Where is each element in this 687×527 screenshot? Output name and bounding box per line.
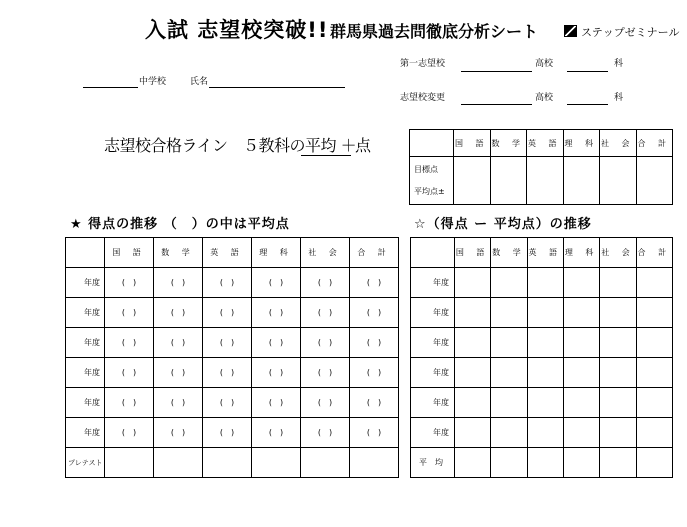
average-paren: ( ): [170, 338, 186, 347]
average-cell[interactable]: [563, 448, 599, 478]
average-paren: ( ): [317, 308, 333, 317]
subject-header: 合 計: [636, 238, 672, 268]
score-row: [66, 328, 399, 358]
target-cell[interactable]: [563, 157, 600, 205]
average-paren: ( ): [366, 368, 382, 377]
diff-cell[interactable]: [455, 328, 491, 358]
score-row: [66, 298, 399, 328]
score-cell[interactable]: [203, 358, 252, 388]
target-cell[interactable]: [600, 157, 637, 205]
diff-cell[interactable]: [563, 298, 599, 328]
passing-line-blank: [301, 155, 351, 156]
average-paren: ( ): [317, 278, 333, 287]
diff-cell[interactable]: [491, 298, 527, 328]
target-cell[interactable]: [490, 157, 527, 205]
average-paren: ( ): [268, 428, 284, 437]
score-cell[interactable]: [301, 268, 350, 298]
average-paren: ( ): [219, 308, 235, 317]
subject-header: 数 学: [490, 130, 527, 157]
logo-text: ステップゼミナール: [581, 26, 680, 39]
logo: [564, 24, 679, 40]
changed-choice-highschool-label: 高校: [535, 93, 554, 103]
diff-cell[interactable]: [455, 268, 491, 298]
passing-line-unit: 点: [355, 136, 372, 155]
average-paren: ( ): [121, 278, 137, 287]
score-cell[interactable]: [105, 298, 154, 328]
score-rows: [66, 268, 399, 448]
diff-cell[interactable]: [636, 418, 672, 448]
year-label: 年度: [66, 328, 105, 358]
score-cell[interactable]: [105, 358, 154, 388]
average-paren: ( ): [317, 398, 333, 407]
average-cell[interactable]: [455, 448, 491, 478]
diff-row: [411, 418, 673, 448]
year-label: 年度: [66, 388, 105, 418]
title-main: 入試 志望校突破!!: [145, 18, 329, 42]
average-paren: ( ): [121, 428, 137, 437]
score-cell[interactable]: [252, 358, 301, 388]
average-paren: ( ): [366, 338, 382, 347]
right-section-title: ☆（得点 ー 平均点）の推移: [414, 217, 592, 232]
subject-header: 英 語: [203, 238, 252, 268]
diff-cell[interactable]: [600, 388, 636, 418]
diff-cell[interactable]: [491, 388, 527, 418]
changed-choice-dept-line: [567, 104, 608, 105]
pretest-cell[interactable]: [203, 448, 252, 478]
score-cell[interactable]: [350, 328, 399, 358]
diff-row: [411, 388, 673, 418]
average-cell[interactable]: [491, 448, 527, 478]
score-row: [66, 418, 399, 448]
diff-cell[interactable]: [491, 268, 527, 298]
average-paren: ( ): [219, 278, 235, 287]
average-paren: ( ): [268, 398, 284, 407]
diff-cell[interactable]: [455, 298, 491, 328]
diff-cell[interactable]: [527, 328, 563, 358]
year-label: 年度: [411, 358, 455, 388]
pretest-label: プレテスト: [66, 448, 105, 478]
diff-cell[interactable]: [636, 328, 672, 358]
score-header-row: [66, 238, 399, 268]
score-cell[interactable]: [350, 298, 399, 328]
average-cell[interactable]: [636, 448, 672, 478]
target-cell[interactable]: [527, 157, 564, 205]
diff-cell[interactable]: [600, 358, 636, 388]
title-sub: 群馬県過去問徹底分析シート: [330, 22, 539, 41]
diff-row: [411, 298, 673, 328]
left-section-title: ★ 得点の推移 （ ）の中は平均点: [70, 217, 290, 232]
diff-row: [411, 268, 673, 298]
subject-header: 英 語: [527, 130, 564, 157]
subject-header: 国 語: [455, 238, 491, 268]
average-paren: ( ): [170, 428, 186, 437]
pretest-cell[interactable]: [252, 448, 301, 478]
pretest-cell[interactable]: [350, 448, 399, 478]
diff-cell[interactable]: [636, 358, 672, 388]
average-paren: ( ): [219, 398, 235, 407]
first-choice-highschool-label: 高校: [535, 59, 554, 69]
diff-cell[interactable]: [527, 298, 563, 328]
score-cell[interactable]: [301, 358, 350, 388]
average-paren: ( ): [366, 278, 382, 287]
diff-cell[interactable]: [527, 268, 563, 298]
school-name-line: [83, 87, 138, 88]
score-cell[interactable]: [252, 418, 301, 448]
score-cell[interactable]: [252, 298, 301, 328]
score-cell[interactable]: [252, 388, 301, 418]
diff-cell[interactable]: [600, 298, 636, 328]
score-row: [66, 388, 399, 418]
score-cell[interactable]: [350, 268, 399, 298]
diff-cell[interactable]: [527, 418, 563, 448]
diff-cell[interactable]: [600, 418, 636, 448]
target-table: [409, 129, 673, 205]
score-cell[interactable]: [252, 328, 301, 358]
score-cell[interactable]: [154, 388, 203, 418]
diff-cell[interactable]: [527, 358, 563, 388]
subject-header: 数 学: [491, 238, 527, 268]
subject-header: 国 語: [105, 238, 154, 268]
score-cell[interactable]: [154, 358, 203, 388]
score-cell[interactable]: [105, 418, 154, 448]
diff-cell[interactable]: [636, 298, 672, 328]
year-label: 年度: [66, 268, 105, 298]
average-paren: ( ): [366, 428, 382, 437]
score-cell[interactable]: [203, 328, 252, 358]
subject-header: 合 計: [350, 238, 399, 268]
target-corner-cell: [410, 130, 454, 157]
score-cell[interactable]: [301, 328, 350, 358]
score-corner-cell: [66, 238, 105, 268]
diff-row: [411, 328, 673, 358]
average-paren: ( ): [366, 308, 382, 317]
average-paren: ( ): [366, 398, 382, 407]
score-cell[interactable]: [154, 268, 203, 298]
score-cell[interactable]: [154, 418, 203, 448]
diff-cell[interactable]: [563, 418, 599, 448]
diff-cell[interactable]: [455, 358, 491, 388]
score-cell[interactable]: [252, 268, 301, 298]
pretest-cell[interactable]: [301, 448, 350, 478]
first-choice-label: 第一志望校: [400, 59, 446, 69]
diff-cell[interactable]: [563, 358, 599, 388]
score-history-table: [65, 237, 399, 478]
diff-header-row: [411, 238, 673, 268]
first-choice-dept-label: 科: [614, 59, 624, 69]
average-cell[interactable]: [600, 448, 636, 478]
score-cell[interactable]: [203, 418, 252, 448]
first-choice-dept-line: [567, 71, 608, 72]
average-diff-label: 平均点±: [414, 186, 445, 196]
diff-cell[interactable]: [491, 328, 527, 358]
score-cell[interactable]: [203, 298, 252, 328]
average-paren: ( ): [170, 368, 186, 377]
diff-row: [411, 358, 673, 388]
year-label: 年度: [66, 298, 105, 328]
average-paren: ( ): [121, 338, 137, 347]
diff-corner-cell: [411, 238, 455, 268]
changed-choice-label: 志望校変更: [400, 93, 446, 103]
diff-cell[interactable]: [600, 268, 636, 298]
name-label: 氏名: [190, 77, 209, 87]
year-label: 年度: [411, 328, 455, 358]
pretest-cell[interactable]: [154, 448, 203, 478]
passing-line-text: 志望校合格ライン ５教科の平均 ＋: [104, 136, 357, 155]
average-paren: ( ): [268, 338, 284, 347]
changed-choice-school-line: [461, 104, 532, 105]
average-paren: ( ): [219, 428, 235, 437]
subject-header: 理 科: [252, 238, 301, 268]
average-paren: ( ): [121, 308, 137, 317]
score-cell[interactable]: [154, 328, 203, 358]
diff-cell[interactable]: [491, 358, 527, 388]
subject-header: 合 計: [636, 130, 673, 157]
first-choice-school-line: [461, 71, 532, 72]
score-cell[interactable]: [350, 388, 399, 418]
subject-header: 社 会: [301, 238, 350, 268]
subject-header: 社 会: [600, 130, 637, 157]
diff-cell[interactable]: [455, 418, 491, 448]
year-label: 年度: [66, 358, 105, 388]
average-cell[interactable]: [527, 448, 563, 478]
score-cell[interactable]: [105, 388, 154, 418]
target-label: 目標点: [414, 164, 438, 174]
average-paren: ( ): [121, 398, 137, 407]
diff-cell[interactable]: [563, 328, 599, 358]
score-cell[interactable]: [203, 268, 252, 298]
diff-cell[interactable]: [563, 388, 599, 418]
diff-cell[interactable]: [600, 328, 636, 358]
average-paren: ( ): [170, 308, 186, 317]
score-cell[interactable]: [203, 388, 252, 418]
pretest-row: [66, 448, 399, 478]
pretest-cell[interactable]: [105, 448, 154, 478]
target-cell[interactable]: [454, 157, 491, 205]
diff-history-table: [410, 237, 673, 478]
year-label: 年度: [411, 268, 455, 298]
subject-header: 英 語: [527, 238, 563, 268]
school-suffix-label: 中学校: [139, 77, 167, 87]
year-label: 年度: [66, 418, 105, 448]
name-line: [209, 87, 345, 88]
average-paren: ( ): [268, 278, 284, 287]
diff-cell[interactable]: [491, 418, 527, 448]
average-row: [411, 448, 673, 478]
year-label: 年度: [411, 418, 455, 448]
diff-rows: [411, 268, 673, 448]
score-cell[interactable]: [105, 268, 154, 298]
average-paren: ( ): [219, 368, 235, 377]
score-cell[interactable]: [105, 328, 154, 358]
subject-header: 数 学: [154, 238, 203, 268]
average-paren: ( ): [268, 368, 284, 377]
target-row: [410, 157, 673, 205]
changed-choice-dept-label: 科: [614, 93, 624, 103]
diff-cell[interactable]: [455, 388, 491, 418]
average-paren: ( ): [317, 338, 333, 347]
score-cell[interactable]: [350, 358, 399, 388]
score-cell[interactable]: [301, 298, 350, 328]
diff-cell[interactable]: [636, 268, 672, 298]
year-label: 年度: [411, 298, 455, 328]
year-label: 年度: [411, 388, 455, 418]
subject-header: 理 科: [563, 130, 600, 157]
average-paren: ( ): [121, 368, 137, 377]
average-label: 平 均: [411, 448, 455, 478]
average-paren: ( ): [170, 398, 186, 407]
score-row: [66, 268, 399, 298]
step-logo-icon: [564, 25, 577, 37]
average-paren: ( ): [317, 428, 333, 437]
subject-header: 社 会: [600, 238, 636, 268]
average-paren: ( ): [219, 338, 235, 347]
subject-header: 国 語: [454, 130, 491, 157]
score-cell[interactable]: [154, 298, 203, 328]
average-paren: ( ): [268, 308, 284, 317]
score-row: [66, 358, 399, 388]
score-cell[interactable]: [301, 388, 350, 418]
score-cell[interactable]: [350, 418, 399, 448]
target-row-labels: [410, 157, 454, 205]
target-cell[interactable]: [636, 157, 673, 205]
average-paren: ( ): [317, 368, 333, 377]
target-header-row: [410, 130, 673, 157]
diff-cell[interactable]: [563, 268, 599, 298]
average-paren: ( ): [170, 278, 186, 287]
subject-header: 理 科: [563, 238, 599, 268]
diff-cell[interactable]: [527, 388, 563, 418]
score-cell[interactable]: [301, 418, 350, 448]
diff-cell[interactable]: [636, 388, 672, 418]
